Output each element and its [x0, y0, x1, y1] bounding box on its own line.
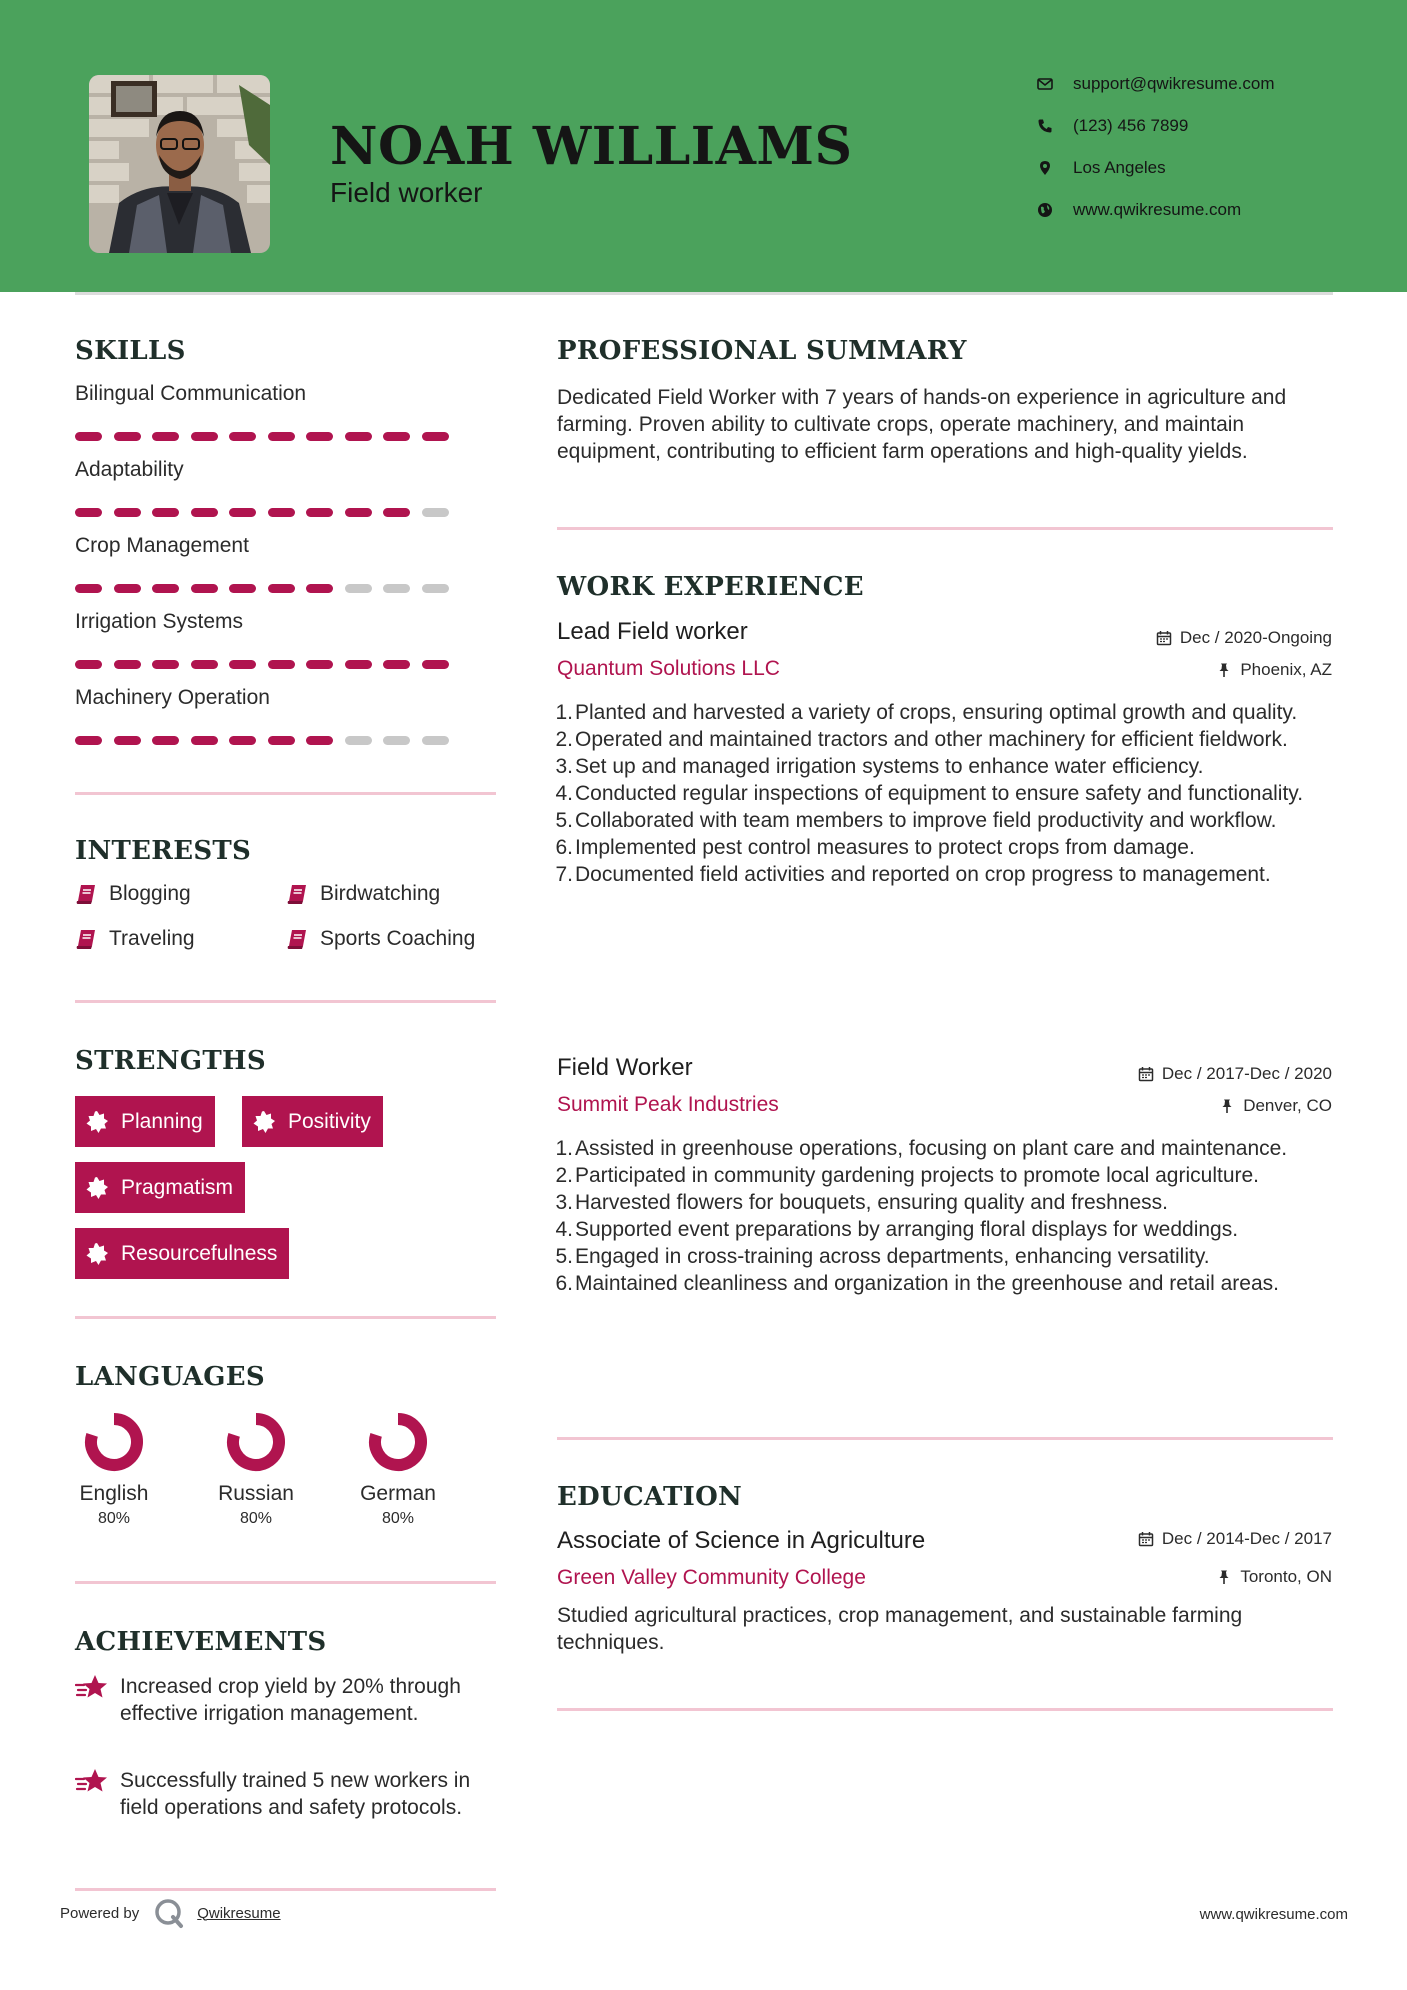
duty-number: 1.	[555, 1137, 573, 1160]
job-duty-item	[557, 753, 1337, 780]
skill-segment-empty	[383, 584, 410, 593]
interest-label: Traveling	[109, 927, 195, 950]
badge-star-icon	[85, 1242, 109, 1266]
achievements-heading: ACHIEVEMENTS	[75, 1627, 327, 1657]
interests-heading: INTERESTS	[75, 836, 252, 866]
contact-website[interactable]	[1035, 200, 1241, 220]
skill-segment-filled	[191, 432, 218, 441]
skill-segment-filled	[191, 660, 218, 669]
duty-text: Engaged in cross-training across departments, enhancing versatility.	[575, 1245, 1210, 1268]
duty-number: 4.	[555, 782, 573, 805]
duty-number: 5.	[555, 809, 573, 832]
job-duty-item	[557, 1189, 1337, 1216]
language-name: English	[79, 1482, 149, 1505]
skill-segment-filled	[75, 660, 102, 669]
job-location-text: Denver, CO	[1243, 1096, 1332, 1115]
interest-label: Sports Coaching	[320, 927, 476, 950]
job-dates	[1156, 628, 1332, 648]
skill-segment-filled	[306, 660, 333, 669]
contact-location	[1035, 158, 1166, 178]
footer-url[interactable]: www.qwikresume.com	[1199, 1906, 1348, 1923]
skill-name: Bilingual Communication	[75, 382, 307, 405]
trophy-star-icon	[75, 1767, 109, 1797]
achievement-item	[75, 1673, 495, 1727]
duty-number: 4.	[555, 1218, 573, 1241]
duty-text: Assisted in greenhouse operations, focusing on plant care and maintenance.	[575, 1137, 1288, 1160]
skill-level-bar	[75, 584, 455, 593]
skill-segment-filled	[75, 736, 102, 745]
phone-icon	[1035, 116, 1055, 136]
education-location-text: Toronto, ON	[1240, 1567, 1332, 1586]
job-title: Field Worker	[557, 1054, 693, 1081]
strength-chip	[75, 1096, 215, 1147]
skill-level-bar	[75, 432, 455, 441]
skill-level-bar	[75, 736, 455, 745]
badge-star-icon	[85, 1176, 109, 1200]
badge-star-icon	[85, 1110, 109, 1134]
job-duty-item	[557, 699, 1337, 726]
experience-heading: WORK EXPERIENCE	[557, 572, 864, 602]
skill-segment-filled	[114, 584, 141, 593]
skill-segment-filled	[191, 584, 218, 593]
header-divider	[75, 292, 1333, 295]
envelope-icon	[1035, 74, 1055, 94]
skill-segment-filled	[422, 432, 449, 441]
language-item	[338, 1412, 458, 1528]
globe-icon	[1035, 200, 1055, 220]
education-dates-text: Dec / 2014-Dec / 2017	[1161, 1529, 1332, 1548]
duty-text: Conducted regular inspections of equipment to ensure safety and functionality.	[575, 782, 1304, 805]
job-dates-text: Dec / 2020-Ongoing	[1179, 628, 1332, 647]
contact-location-text: Los Angeles	[1073, 158, 1166, 177]
duty-number: 6.	[555, 836, 573, 859]
contact-email-text: support@qwikresume.com	[1073, 74, 1275, 93]
education-divider	[557, 1708, 1333, 1711]
job-duty-item	[557, 726, 1337, 753]
job-duties-list	[557, 1135, 1337, 1297]
job-title: Lead Field worker	[557, 618, 748, 645]
brand-link[interactable]: Qwikresume	[197, 1904, 281, 1922]
pushpin-icon	[1216, 662, 1232, 678]
skill-name: Irrigation Systems	[75, 610, 244, 633]
summary-divider	[557, 527, 1333, 530]
powered-by-label: Powered by	[60, 1904, 140, 1922]
education-dates	[1138, 1529, 1332, 1549]
strength-chip	[75, 1228, 289, 1279]
duty-text: Documented field activities and reported on crop progress to management.	[575, 863, 1271, 886]
skill-segment-empty	[345, 736, 372, 745]
skill-segment-filled	[114, 736, 141, 745]
job-duty-item	[557, 1270, 1337, 1297]
skills-heading: SKILLS	[75, 336, 186, 366]
contact-phone[interactable]	[1035, 116, 1188, 136]
job-duty-item	[557, 780, 1337, 807]
job-duties-list	[557, 699, 1337, 888]
skill-segment-filled	[383, 432, 410, 441]
job-location	[1216, 660, 1332, 680]
interest-item	[286, 927, 475, 951]
skill-segment-filled	[306, 736, 333, 745]
duty-number: 6.	[555, 1272, 573, 1295]
calendar-icon	[1138, 1531, 1154, 1547]
language-name: German	[360, 1482, 436, 1505]
candidate-name: NOAH WILLIAMS	[330, 116, 853, 177]
strength-label: Positivity	[288, 1109, 371, 1133]
skill-segment-filled	[75, 584, 102, 593]
skill-segment-filled	[345, 660, 372, 669]
calendar-icon	[1156, 630, 1172, 646]
strength-label: Pragmatism	[121, 1175, 234, 1199]
skill-segment-empty	[383, 736, 410, 745]
duty-text: Supported event preparations by arranging floral displays for weddings.	[575, 1218, 1239, 1241]
duty-number: 2.	[555, 728, 573, 751]
language-gauge-arc	[233, 1419, 279, 1465]
skill-segment-filled	[75, 508, 102, 517]
skill-segment-filled	[268, 584, 295, 593]
contact-phone-text: (123) 456 7899	[1073, 116, 1189, 135]
qwikresume-logo-icon	[153, 1897, 185, 1929]
skill-segment-filled	[229, 432, 256, 441]
skills-divider	[75, 792, 496, 795]
company-name: Summit Peak Industries	[557, 1093, 779, 1116]
skill-segment-filled	[152, 660, 179, 669]
skill-segment-filled	[345, 432, 372, 441]
duty-text: Planted and harvested a variety of crops, ensuring optimal growth and quality.	[575, 701, 1298, 724]
language-item	[196, 1412, 316, 1528]
job-dates-text: Dec / 2017-Dec / 2020	[1161, 1064, 1332, 1083]
duty-text: Set up and managed irrigation systems to enhance water efficiency.	[575, 755, 1204, 778]
language-percent: 80%	[97, 1510, 131, 1527]
languages-divider	[75, 1581, 496, 1584]
calendar-icon	[1138, 1066, 1154, 1082]
interest-item	[75, 927, 195, 951]
badge-star-icon	[252, 1110, 276, 1134]
duty-text: Participated in community gardening projects to promote local agriculture.	[575, 1164, 1260, 1187]
experience-divider	[557, 1437, 1333, 1440]
book-icon	[75, 883, 97, 905]
language-gauge	[226, 1412, 286, 1472]
book-icon	[286, 883, 308, 905]
summary-text: Dedicated Field Worker with 7 years of hands-on experience in agriculture and farming. Proven ability to cultivate crops, operate machinery, and maintain equipment, contributing to efficient farm operations and high-quality yields.	[557, 386, 1287, 463]
skill-segment-filled	[268, 432, 295, 441]
skill-segment-filled	[268, 660, 295, 669]
strength-chip	[75, 1162, 245, 1213]
achievement-item	[75, 1767, 495, 1821]
skill-segment-filled	[75, 432, 102, 441]
duty-number: 5.	[555, 1245, 573, 1268]
job-duty-item	[557, 834, 1337, 861]
skill-segment-filled	[152, 584, 179, 593]
skill-segment-filled	[152, 736, 179, 745]
skill-segment-filled	[152, 432, 179, 441]
skill-level-bar	[75, 660, 455, 669]
skill-segment-filled	[152, 508, 179, 517]
skill-segment-filled	[229, 584, 256, 593]
skill-segment-empty	[422, 584, 449, 593]
skill-segment-empty	[422, 508, 449, 517]
skill-segment-filled	[306, 508, 333, 517]
achievements-divider	[75, 1888, 496, 1891]
footer-powered-by	[60, 1897, 281, 1929]
interest-label: Birdwatching	[320, 882, 441, 905]
skill-name: Machinery Operation	[75, 686, 270, 709]
pushpin-icon	[1216, 1569, 1232, 1585]
location-pin-icon	[1035, 158, 1055, 178]
duty-number: 7.	[555, 863, 573, 886]
skill-segment-filled	[229, 508, 256, 517]
strength-label: Planning	[121, 1109, 203, 1133]
skill-segment-filled	[345, 508, 372, 517]
duty-number: 3.	[555, 1191, 573, 1214]
skill-segment-filled	[114, 432, 141, 441]
language-gauge-arc	[91, 1419, 137, 1465]
job-dates	[1138, 1064, 1332, 1084]
interest-item	[286, 882, 440, 906]
achievement-text: Successfully trained 5 new workers in field operations and safety protocols.	[120, 1769, 471, 1819]
degree-title: Associate of Science in Agriculture	[557, 1527, 926, 1554]
job-duty-item	[557, 1135, 1337, 1162]
skill-name: Crop Management	[75, 534, 249, 557]
interest-label: Blogging	[109, 882, 191, 905]
skill-segment-filled	[268, 508, 295, 517]
book-icon	[286, 928, 308, 950]
language-percent: 80%	[239, 1510, 273, 1527]
skill-segment-filled	[383, 660, 410, 669]
skill-level-bar	[75, 508, 455, 517]
language-gauge	[368, 1412, 428, 1472]
achievement-text: Increased crop yield by 20% through effective irrigation management.	[120, 1675, 461, 1725]
job-duty-item	[557, 1162, 1337, 1189]
language-percent: 80%	[381, 1510, 415, 1527]
duty-number: 2.	[555, 1164, 573, 1187]
skill-segment-filled	[306, 432, 333, 441]
skill-segment-empty	[422, 736, 449, 745]
skill-segment-empty	[345, 584, 372, 593]
skill-segment-filled	[114, 508, 141, 517]
strength-label: Resourcefulness	[121, 1241, 278, 1265]
header-banner	[0, 0, 1407, 292]
interest-item	[75, 882, 191, 906]
skill-segment-filled	[383, 508, 410, 517]
skill-segment-filled	[422, 660, 449, 669]
duty-text: Harvested flowers for bouquets, ensuring quality and freshness.	[575, 1191, 1168, 1214]
book-icon	[75, 928, 97, 950]
trophy-star-icon	[75, 1673, 109, 1703]
job-location	[1219, 1096, 1332, 1116]
company-name: Quantum Solutions LLC	[557, 657, 780, 680]
summary-heading: PROFESSIONAL SUMMARY	[557, 336, 967, 366]
job-duty-item	[557, 861, 1337, 888]
languages-heading: LANGUAGES	[75, 1362, 265, 1392]
skill-segment-filled	[191, 508, 218, 517]
school-name: Green Valley Community College	[557, 1566, 866, 1589]
duty-text: Maintained cleanliness and organization in the greenhouse and retail areas.	[575, 1272, 1279, 1295]
contact-website-text: www.qwikresume.com	[1073, 200, 1242, 219]
education-location	[1216, 1567, 1332, 1587]
profile-photo	[89, 75, 270, 253]
language-item	[54, 1412, 174, 1528]
duty-number: 1.	[555, 701, 573, 724]
skill-segment-filled	[306, 584, 333, 593]
language-name: Russian	[218, 1482, 294, 1505]
candidate-role: Field worker	[330, 177, 483, 208]
job-duty-item	[557, 1216, 1337, 1243]
strengths-heading: STRENGTHS	[75, 1046, 266, 1076]
education-heading: EDUCATION	[557, 1482, 743, 1512]
language-gauge	[84, 1412, 144, 1472]
pushpin-icon	[1219, 1098, 1235, 1114]
skill-segment-filled	[268, 736, 295, 745]
education-description: Studied agricultural practices, crop management, and sustainable farming techniques.	[557, 1604, 1243, 1654]
duty-text: Implemented pest control measures to protect crops from damage.	[575, 836, 1195, 859]
duty-text: Collaborated with team members to improve field productivity and workflow.	[575, 809, 1277, 832]
interests-divider	[75, 1000, 496, 1003]
duty-number: 3.	[555, 755, 573, 778]
language-gauge-arc	[375, 1419, 421, 1465]
strength-chip	[242, 1096, 383, 1147]
skill-segment-filled	[229, 660, 256, 669]
contact-email[interactable]	[1035, 74, 1275, 94]
job-location-text: Phoenix, AZ	[1240, 660, 1332, 679]
skill-name: Adaptability	[75, 458, 184, 481]
skill-segment-filled	[229, 736, 256, 745]
strengths-divider	[75, 1316, 496, 1319]
job-duty-item	[557, 1243, 1337, 1270]
duty-text: Operated and maintained tractors and other machinery for efficient fieldwork.	[575, 728, 1288, 751]
skill-segment-filled	[114, 660, 141, 669]
skill-segment-filled	[191, 736, 218, 745]
job-duty-item	[557, 807, 1337, 834]
